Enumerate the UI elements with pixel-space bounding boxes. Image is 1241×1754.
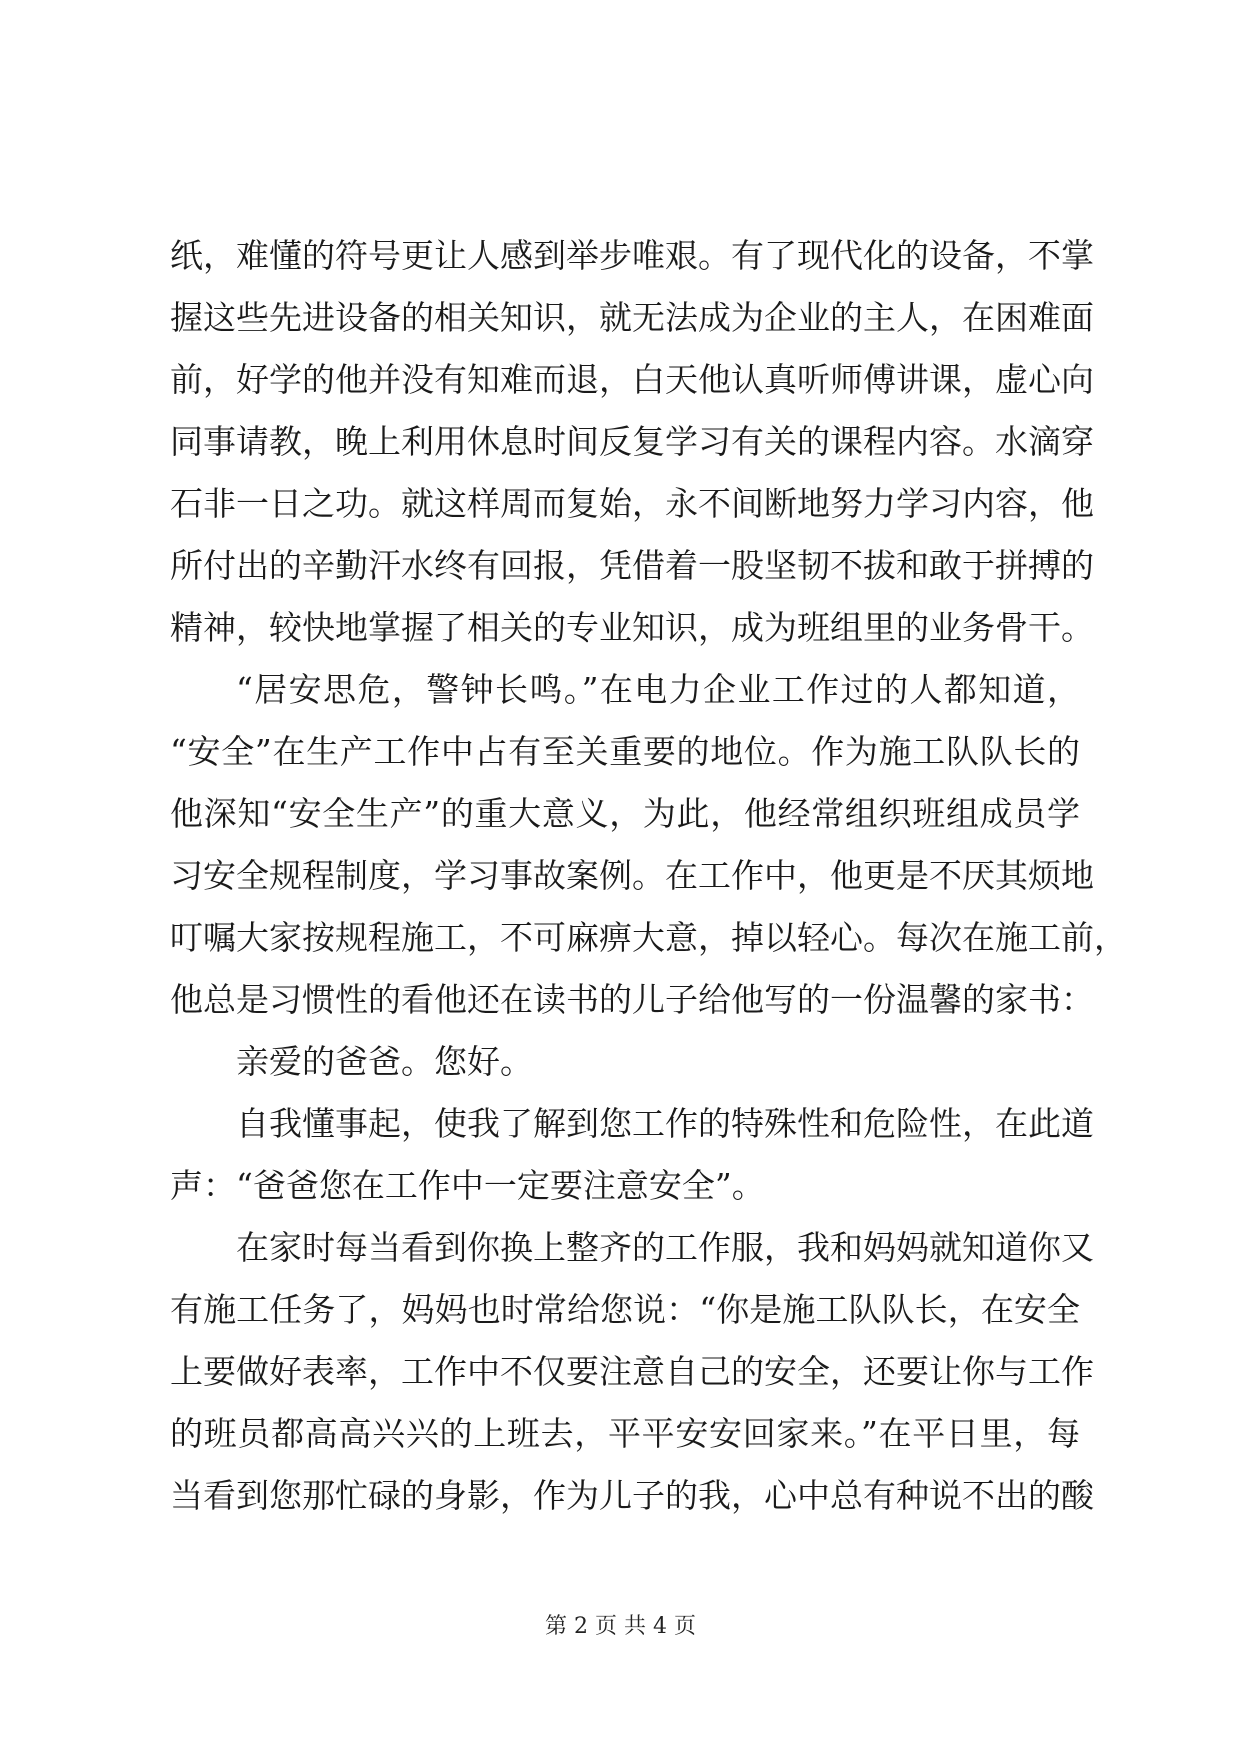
text-line: 叮嘱大家按规程施工，不可麻痹大意，掉以轻心。每次在施工前， — [170, 918, 1127, 957]
text-line: 他深知“安全生产”的重大意义，为此，他经常组织班组成员学 — [170, 794, 1080, 833]
text-line: 精神，较快地掌握了相关的专业知识，成为班组里的业务骨干。 — [170, 608, 1094, 647]
text-line: 的班员都高高兴兴的上班去，平平安安回家来。”在平日里，每 — [170, 1414, 1080, 1453]
text-line: “安全”在生产工作中占有至关重要的地位。作为施工队队长的 — [170, 732, 1080, 771]
text-line: 习安全规程制度，学习事故案例。在工作中，他更是不厌其烦地 — [170, 856, 1094, 895]
text-line: 所付出的辛勤汗水终有回报，凭借着一股坚韧不拔和敢于拼搏的 — [170, 546, 1094, 585]
text-line: 握这些先进设备的相关知识，就无法成为企业的主人，在困难面 — [170, 298, 1094, 337]
page-footer: 第 2 页 共 4 页 — [545, 1614, 696, 1639]
text-line: 纸，难懂的符号更让人感到举步唯艰。有了现代化的设备，不掌 — [170, 236, 1094, 275]
text-line: 前，好学的他并没有知难而退，白天他认真听师傅讲课，虚心向 — [170, 360, 1094, 399]
text-line: 有施工任务了，妈妈也时常给您说：“你是施工队队长，在安全 — [170, 1290, 1080, 1329]
text-line: 他总是习惯性的看他还在读书的儿子给他写的一份温馨的家书： — [170, 980, 1094, 1019]
text-line: 自我懂事起，使我了解到您工作的特殊性和危险性，在此道 — [236, 1104, 1094, 1143]
text-line: 上要做好表率，工作中不仅要注意自己的安全，还要让你与工作 — [170, 1352, 1094, 1391]
text-line: 在家时每当看到你换上整齐的工作服，我和妈妈就知道你又 — [236, 1228, 1094, 1267]
body-text — [170, 225, 1127, 1527]
text-line: “居安思危，警钟长鸣。”在电力企业工作过的人都知道， — [236, 670, 1080, 709]
text-line: 亲爱的爸爸。您好。 — [236, 1042, 533, 1081]
text-line: 石非一日之功。就这样周而复始，永不间断地努力学习内容，他 — [170, 484, 1094, 523]
text-line: 声：“爸爸您在工作中一定要注意安全”。 — [170, 1166, 765, 1205]
text-line: 当看到您那忙碌的身影，作为儿子的我，心中总有种说不出的酸 — [170, 1476, 1094, 1515]
text-line: 同事请教，晚上利用休息时间反复学习有关的课程内容。水滴穿 — [170, 422, 1094, 461]
